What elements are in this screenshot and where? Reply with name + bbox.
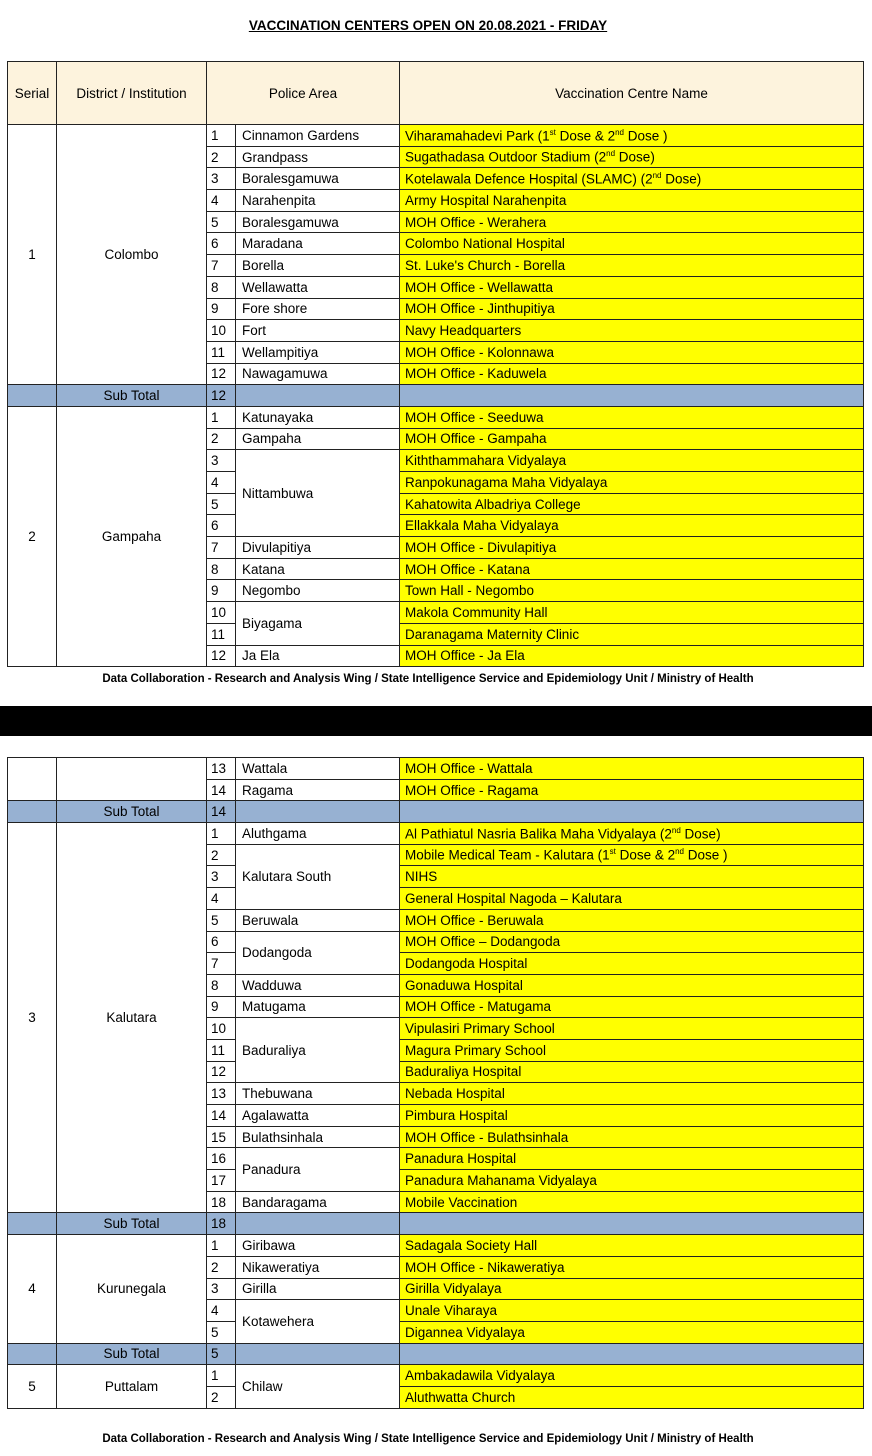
police-area-cell: Katana <box>236 558 400 580</box>
row-number: 18 <box>207 1191 236 1213</box>
police-area-cell: Dodangoda <box>236 931 400 974</box>
district-cell: Kalutara <box>57 823 207 1213</box>
vaccination-centre-cell: Makola Community Hall <box>400 602 864 624</box>
row-number: 7 <box>207 255 236 277</box>
police-area-cell: Wattala <box>236 758 400 780</box>
gampaha-row <box>8 406 864 428</box>
vaccination-centre-cell: Kahatowita Albadriya College <box>400 493 864 515</box>
police-area-cell: Agalawatta <box>236 1105 400 1127</box>
footer-note-1: Data Collaboration - Research and Analysis Wing / State Intelligence Service and Epidemiology Unit / Ministry of Health <box>102 673 754 685</box>
police-area-cell: Grandpass <box>236 146 400 168</box>
row-number: 7 <box>207 537 236 559</box>
subtotal-label: Sub Total <box>57 1213 207 1235</box>
vaccination-centre-cell: Sadagala Society Hall <box>400 1235 864 1257</box>
police-area-cell: Boralesgamuwa <box>236 168 400 190</box>
header-centre: Vaccination Centre Name <box>400 62 864 125</box>
subtotal-value: 12 <box>207 385 236 407</box>
row-number: 9 <box>207 996 236 1018</box>
row-number: 4 <box>207 1300 236 1322</box>
vaccination-centre-cell: MOH Office - Werahera <box>400 211 864 233</box>
district-cell: Kurunegala <box>57 1235 207 1343</box>
vaccination-centre-cell: MOH Office - Bulathsinhala <box>400 1126 864 1148</box>
row-number: 5 <box>207 493 236 515</box>
row-number: 1 <box>207 1235 236 1257</box>
row-number: 5 <box>207 211 236 233</box>
vaccination-centre-cell: MOH Office - Beruwala <box>400 909 864 931</box>
row-number: 6 <box>207 931 236 953</box>
vaccination-centre-cell: Nebada Hospital <box>400 1083 864 1105</box>
vaccination-centre-cell: Al Pathiatul Nasria Balika Maha Vidyalaya (2nd Dose) <box>400 823 864 845</box>
row-number: 9 <box>207 580 236 602</box>
vaccination-centre-cell: MOH Office - Gampaha <box>400 428 864 450</box>
vaccination-centre-cell: Army Hospital Narahenpita <box>400 190 864 212</box>
gampaha-section-part-2 <box>8 758 864 801</box>
vaccination-centre-cell: MOH Office - Wattala <box>400 758 864 780</box>
police-area-cell: Borella <box>236 255 400 277</box>
row-number: 10 <box>207 320 236 342</box>
district-cell: Colombo <box>57 125 207 385</box>
vaccination-centre-cell: Dodangoda Hospital <box>400 953 864 975</box>
vaccination-centre-cell: General Hospital Nagoda – Kalutara <box>400 888 864 910</box>
gampaha-section-part-1 <box>8 406 864 666</box>
vaccination-centre-cell: Vipulasiri Primary School <box>400 1018 864 1040</box>
row-number: 5 <box>207 909 236 931</box>
vaccination-centre-cell: MOH Office - Jinthupitiya <box>400 298 864 320</box>
subtotal-value: 5 <box>207 1343 236 1365</box>
row-number: 4 <box>207 888 236 910</box>
serial-cell <box>8 758 57 801</box>
vaccination-centre-cell: Viharamahadevi Park (1st Dose & 2nd Dose ) <box>400 125 864 147</box>
row-number: 14 <box>207 779 236 801</box>
serial-cell: 5 <box>8 1365 57 1408</box>
row-number: 3 <box>207 1278 236 1300</box>
vaccination-centre-cell: MOH Office - Ja Ela <box>400 645 864 667</box>
police-area-cell: Boralesgamuwa <box>236 211 400 233</box>
row-number: 11 <box>207 1039 236 1061</box>
serial-cell: 4 <box>8 1235 57 1343</box>
kalutara-section <box>8 823 864 1213</box>
police-area-cell: Katunayaka <box>236 406 400 428</box>
kalutara-row <box>8 823 864 845</box>
vaccination-centre-cell: Daranagama Maternity Clinic <box>400 623 864 645</box>
police-area-cell: Baduraliya <box>236 1018 400 1083</box>
row-number: 10 <box>207 602 236 624</box>
police-area-cell: Nawagamuwa <box>236 363 400 385</box>
vaccination-centre-cell: Colombo National Hospital <box>400 233 864 255</box>
vaccination-table-part-2 <box>7 757 864 1409</box>
police-area-cell: Giribawa <box>236 1235 400 1257</box>
police-area-cell: Cinnamon Gardens <box>236 125 400 147</box>
vaccination-centre-cell: Baduraliya Hospital <box>400 1061 864 1083</box>
subtotal-label: Sub Total <box>57 1343 207 1365</box>
row-number: 13 <box>207 758 236 780</box>
vaccination-centre-cell: Town Hall - Negombo <box>400 580 864 602</box>
subtotal-label: Sub Total <box>57 385 207 407</box>
row-number: 3 <box>207 866 236 888</box>
vaccination-centre-cell: Unale Viharaya <box>400 1300 864 1322</box>
vaccination-centre-cell: MOH Office - Matugama <box>400 996 864 1018</box>
row-number: 3 <box>207 168 236 190</box>
vaccination-centre-cell: MOH Office - Divulapitiya <box>400 537 864 559</box>
document-title: VACCINATION CENTERS OPEN ON 20.08.2021 - FRIDAY <box>248 18 608 33</box>
vaccination-centre-cell: Magura Primary School <box>400 1039 864 1061</box>
row-number: 12 <box>207 363 236 385</box>
vaccination-centre-cell: MOH Office - Nikaweratiya <box>400 1256 864 1278</box>
police-area-cell: Negombo <box>236 580 400 602</box>
vaccination-centre-cell: Aluthwatta Church <box>400 1386 864 1408</box>
row-number: 8 <box>207 974 236 996</box>
row-number: 6 <box>207 515 236 537</box>
row-number: 2 <box>207 844 236 866</box>
police-area-cell: Gampaha <box>236 428 400 450</box>
district-cell: Puttalam <box>57 1365 207 1408</box>
header-police-area: Police Area <box>207 62 400 125</box>
vaccination-centre-cell: MOH Office - Kaduwela <box>400 363 864 385</box>
vaccination-centre-cell: MOH Office - Seeduwa <box>400 406 864 428</box>
vaccination-centre-cell: Digannea Vidyalaya <box>400 1321 864 1343</box>
colombo-subtotal <box>8 385 864 407</box>
row-number: 13 <box>207 1083 236 1105</box>
police-area-cell: Divulapitiya <box>236 537 400 559</box>
vaccination-centre-cell: Ambakadawila Vidyalaya <box>400 1365 864 1387</box>
row-number: 2 <box>207 1256 236 1278</box>
row-number: 11 <box>207 341 236 363</box>
vaccination-centre-cell: MOH Office - Wellawatta <box>400 276 864 298</box>
footer-note-2: Data Collaboration - Research and Analysis Wing / State Intelligence Service and Epidemiology Unit / Ministry of Health <box>102 1433 754 1445</box>
police-area-cell: Panadura <box>236 1148 400 1191</box>
row-number: 9 <box>207 298 236 320</box>
police-area-cell: Bandaragama <box>236 1191 400 1213</box>
serial-cell: 1 <box>8 125 57 385</box>
vaccination-centre-cell: Gonaduwa Hospital <box>400 974 864 996</box>
puttalam-row <box>8 1365 864 1387</box>
puttalam-section <box>8 1365 864 1408</box>
police-area-cell: Maradana <box>236 233 400 255</box>
police-area-cell: Wellawatta <box>236 276 400 298</box>
row-number: 10 <box>207 1018 236 1040</box>
row-number: 1 <box>207 125 236 147</box>
police-area-cell: Nikaweratiya <box>236 1256 400 1278</box>
police-area-cell: Thebuwana <box>236 1083 400 1105</box>
colombo-row <box>8 125 864 147</box>
vaccination-centre-cell: St. Luke's Church - Borella <box>400 255 864 277</box>
police-area-cell: Kotawehera <box>236 1300 400 1343</box>
police-area-cell: Kalutara South <box>236 844 400 909</box>
police-area-cell: Narahenpita <box>236 190 400 212</box>
header-serial: Serial <box>8 62 57 125</box>
vaccination-centre-cell: Girilla Vidyalaya <box>400 1278 864 1300</box>
row-number: 1 <box>207 823 236 845</box>
police-area-cell: Aluthgama <box>236 823 400 845</box>
colombo-section <box>8 125 864 385</box>
serial-cell: 2 <box>8 406 57 666</box>
page-separator <box>0 706 872 736</box>
serial-cell: 3 <box>8 823 57 1213</box>
row-number: 12 <box>207 1061 236 1083</box>
row-number: 12 <box>207 645 236 667</box>
vaccination-centre-cell: Panadura Mahanama Vidyalaya <box>400 1170 864 1192</box>
row-number: 17 <box>207 1170 236 1192</box>
row-number: 5 <box>207 1321 236 1343</box>
gampaha-row <box>8 758 864 780</box>
row-number: 15 <box>207 1126 236 1148</box>
row-number: 2 <box>207 146 236 168</box>
header-district: District / Institution <box>57 62 207 125</box>
vaccination-centre-cell: Kiththammahara Vidyalaya <box>400 450 864 472</box>
vaccination-centre-cell: Navy Headquarters <box>400 320 864 342</box>
vaccination-centre-cell: Kotelawala Defence Hospital (SLAMC) (2nd Dose) <box>400 168 864 190</box>
kurunegala-section <box>8 1235 864 1343</box>
vaccination-centre-cell: Sugathadasa Outdoor Stadium (2nd Dose) <box>400 146 864 168</box>
row-number: 2 <box>207 428 236 450</box>
row-number: 7 <box>207 953 236 975</box>
police-area-cell: Biyagama <box>236 602 400 645</box>
police-area-cell: Bulathsinhala <box>236 1126 400 1148</box>
police-area-cell: Matugama <box>236 996 400 1018</box>
vaccination-table-part-1 <box>7 61 864 667</box>
row-number: 14 <box>207 1105 236 1127</box>
row-number: 8 <box>207 558 236 580</box>
vaccination-centre-cell: NIHS <box>400 866 864 888</box>
police-area-cell: Wadduwa <box>236 974 400 996</box>
police-area-cell: Wellampitiya <box>236 341 400 363</box>
row-number: 4 <box>207 190 236 212</box>
district-cell <box>57 758 207 801</box>
vaccination-centre-cell: Ranpokunagama Maha Vidyalaya <box>400 472 864 494</box>
district-cell: Gampaha <box>57 406 207 666</box>
police-area-cell: Nittambuwa <box>236 450 400 537</box>
kurunegala-row <box>8 1235 864 1257</box>
row-number: 16 <box>207 1148 236 1170</box>
police-area-cell: Ragama <box>236 779 400 801</box>
kalutara-subtotal <box>8 1213 864 1235</box>
row-number: 1 <box>207 406 236 428</box>
police-area-cell: Beruwala <box>236 909 400 931</box>
vaccination-centre-cell: Panadura Hospital <box>400 1148 864 1170</box>
row-number: 2 <box>207 1386 236 1408</box>
subtotal-value: 18 <box>207 1213 236 1235</box>
vaccination-centre-cell: Pimbura Hospital <box>400 1105 864 1127</box>
row-number: 11 <box>207 623 236 645</box>
police-area-cell: Ja Ela <box>236 645 400 667</box>
police-area-cell: Girilla <box>236 1278 400 1300</box>
kurunegala-subtotal <box>8 1343 864 1365</box>
row-number: 6 <box>207 233 236 255</box>
subtotal-value: 14 <box>207 801 236 823</box>
vaccination-centre-cell: MOH Office - Kolonnawa <box>400 341 864 363</box>
vaccination-centre-cell: MOH Office – Dodangoda <box>400 931 864 953</box>
vaccination-centre-cell: Mobile Vaccination <box>400 1191 864 1213</box>
row-number: 4 <box>207 472 236 494</box>
vaccination-centre-cell: Mobile Medical Team - Kalutara (1st Dose & 2nd Dose ) <box>400 844 864 866</box>
vaccination-centre-cell: Ellakkala Maha Vidyalaya <box>400 515 864 537</box>
row-number: 3 <box>207 450 236 472</box>
row-number: 8 <box>207 276 236 298</box>
police-area-cell: Fore shore <box>236 298 400 320</box>
police-area-cell: Fort <box>236 320 400 342</box>
police-area-cell: Chilaw <box>236 1365 400 1408</box>
gampaha-subtotal <box>8 801 864 823</box>
vaccination-centre-cell: MOH Office - Katana <box>400 558 864 580</box>
vaccination-centre-cell: MOH Office - Ragama <box>400 779 864 801</box>
row-number: 1 <box>207 1365 236 1387</box>
subtotal-label: Sub Total <box>57 801 207 823</box>
